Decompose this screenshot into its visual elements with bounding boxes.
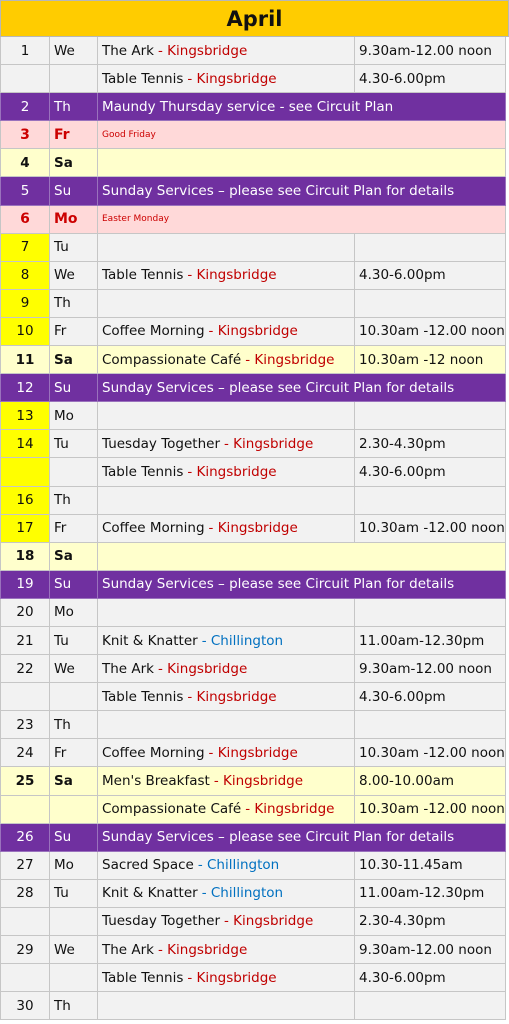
event-note: Sunday Services – please see Circuit Plan for details	[98, 571, 506, 599]
event-cell	[98, 627, 355, 655]
weekday: Sa	[50, 767, 98, 795]
date-number: 9	[0, 290, 50, 318]
weekday: Th	[50, 487, 98, 515]
calendar-row	[0, 374, 509, 402]
calendar-row	[0, 627, 509, 655]
event-location: - Kingsbridge	[208, 520, 298, 537]
weekday: Tu	[50, 880, 98, 908]
event-time: 4.30-6.00pm	[355, 262, 506, 290]
calendar-row	[0, 206, 509, 234]
date-number: 28	[0, 880, 50, 908]
weekday: Sa	[50, 346, 98, 374]
event-location: - Chillington	[197, 857, 280, 874]
calendar-row	[0, 177, 509, 205]
date-number	[0, 964, 50, 992]
calendar-row	[0, 402, 509, 430]
event-cell	[98, 290, 355, 318]
date-number: 29	[0, 936, 50, 964]
calendar-row	[0, 430, 509, 458]
event-time	[355, 992, 506, 1020]
calendar-row	[0, 599, 509, 627]
date-number: 22	[0, 655, 50, 683]
date-number: 21	[0, 627, 50, 655]
event-note	[98, 149, 506, 177]
event-name: Coffee Morning	[102, 520, 205, 537]
event-location: - Kingsbridge	[158, 660, 248, 677]
date-number: 27	[0, 852, 50, 880]
event-name: Table Tennis	[102, 969, 184, 986]
event-time: 10.30am -12.00 noon	[355, 796, 506, 824]
event-cell	[98, 683, 355, 711]
event-time: 10.30am -12.00 noon	[355, 739, 506, 767]
calendar-row	[0, 824, 509, 852]
event-location: - Kingsbridge	[187, 463, 277, 480]
event-cell	[98, 37, 355, 65]
date-number: 3	[0, 121, 50, 149]
event-location: - Kingsbridge	[208, 744, 298, 761]
event-time: 4.30-6.00pm	[355, 683, 506, 711]
calendar-row	[0, 852, 509, 880]
weekday: We	[50, 37, 98, 65]
event-name: The Ark	[102, 42, 155, 59]
event-time: 11.00am-12.30pm	[355, 880, 506, 908]
event-name: The Ark	[102, 941, 155, 958]
event-location: - Kingsbridge	[208, 323, 298, 340]
weekday: Fr	[50, 515, 98, 543]
event-name: Table Tennis	[102, 463, 184, 480]
event-name: Tuesday Together	[102, 435, 221, 452]
calendar-row	[0, 711, 509, 739]
weekday: Th	[50, 711, 98, 739]
date-number: 7	[0, 234, 50, 262]
weekday: Mo	[50, 852, 98, 880]
calendar-row	[0, 121, 509, 149]
event-time	[355, 290, 506, 318]
weekday: Fr	[50, 121, 98, 149]
calendar-row	[0, 908, 509, 936]
event-name: Coffee Morning	[102, 323, 205, 340]
event-time: 10.30am -12.00 noon	[355, 515, 506, 543]
calendar-rows	[0, 37, 509, 1020]
event-note: Easter Monday	[98, 206, 506, 234]
event-cell	[98, 992, 355, 1020]
event-cell	[98, 515, 355, 543]
date-number: 23	[0, 711, 50, 739]
calendar-row	[0, 346, 509, 374]
calendar-row	[0, 458, 509, 486]
event-note: Maundy Thursday service - see Circuit Plan	[98, 93, 506, 121]
weekday: Tu	[50, 430, 98, 458]
event-time	[355, 711, 506, 739]
event-time: 9.30am-12.00 noon	[355, 936, 506, 964]
event-cell	[98, 599, 355, 627]
event-cell	[98, 458, 355, 486]
weekday: Sa	[50, 149, 98, 177]
event-name: Table Tennis	[102, 688, 184, 705]
weekday: Su	[50, 374, 98, 402]
date-number: 24	[0, 739, 50, 767]
event-name: Table Tennis	[102, 267, 184, 284]
date-number: 8	[0, 262, 50, 290]
event-location: - Chillington	[201, 885, 284, 902]
event-note	[98, 543, 506, 571]
date-number	[0, 908, 50, 936]
event-location: - Kingsbridge	[224, 435, 314, 452]
event-time: 2.30-4.30pm	[355, 908, 506, 936]
calendar-row	[0, 290, 509, 318]
event-name: Men's Breakfast	[102, 772, 210, 789]
date-number	[0, 796, 50, 824]
date-number: 2	[0, 93, 50, 121]
event-name: Knit & Knatter	[102, 632, 198, 649]
date-number: 6	[0, 206, 50, 234]
month-title: April	[0, 0, 509, 37]
event-cell	[98, 346, 355, 374]
weekday: Th	[50, 992, 98, 1020]
event-location: - Kingsbridge	[224, 913, 314, 930]
date-number	[0, 65, 50, 93]
calendar-row	[0, 318, 509, 346]
event-time	[355, 402, 506, 430]
date-number: 12	[0, 374, 50, 402]
calendar-row	[0, 37, 509, 65]
event-location: - Kingsbridge	[213, 772, 304, 789]
event-cell	[98, 880, 355, 908]
event-name: Tuesday Together	[102, 913, 221, 930]
event-cell	[98, 767, 355, 795]
calendar-row	[0, 234, 509, 262]
event-name: Compassionate Café	[102, 351, 242, 368]
date-number: 1	[0, 37, 50, 65]
event-name: Coffee Morning	[102, 744, 205, 761]
weekday	[50, 908, 98, 936]
event-location: - Kingsbridge	[245, 801, 335, 818]
weekday: Tu	[50, 234, 98, 262]
event-location: - Kingsbridge	[158, 42, 248, 59]
event-time: 10.30-11.45am	[355, 852, 506, 880]
event-location: - Kingsbridge	[158, 941, 248, 958]
event-note: Good Friday	[98, 121, 506, 149]
date-number: 10	[0, 318, 50, 346]
event-note: Sunday Services – please see Circuit Plan for details	[98, 824, 506, 852]
event-cell	[98, 796, 355, 824]
event-location: - Kingsbridge	[187, 969, 277, 986]
event-location: - Kingsbridge	[187, 70, 277, 87]
event-location: - Kingsbridge	[245, 351, 335, 368]
calendar-row	[0, 543, 509, 571]
event-cell	[98, 655, 355, 683]
date-number: 5	[0, 177, 50, 205]
date-number: 19	[0, 571, 50, 599]
event-cell	[98, 402, 355, 430]
event-time: 8.00-10.00am	[355, 767, 506, 795]
weekday: We	[50, 262, 98, 290]
event-time: 2.30-4.30pm	[355, 430, 506, 458]
date-number: 16	[0, 487, 50, 515]
weekday: We	[50, 655, 98, 683]
event-name: Table Tennis	[102, 70, 184, 87]
event-time: 10.30am -12 noon	[355, 346, 506, 374]
date-number: 11	[0, 346, 50, 374]
weekday	[50, 796, 98, 824]
calendar-row	[0, 796, 509, 824]
calendar-row	[0, 571, 509, 599]
event-cell	[98, 964, 355, 992]
date-number: 14	[0, 430, 50, 458]
event-time: 11.00am-12.30pm	[355, 627, 506, 655]
calendar-row	[0, 880, 509, 908]
weekday: Tu	[50, 627, 98, 655]
date-number: 20	[0, 599, 50, 627]
date-number: 4	[0, 149, 50, 177]
calendar-row	[0, 487, 509, 515]
event-note: Sunday Services – please see Circuit Plan for details	[98, 177, 506, 205]
weekday: Fr	[50, 318, 98, 346]
event-location: - Kingsbridge	[187, 267, 277, 284]
weekday	[50, 683, 98, 711]
event-cell	[98, 739, 355, 767]
weekday: Mo	[50, 599, 98, 627]
date-number	[0, 683, 50, 711]
event-location: - Chillington	[201, 632, 284, 649]
event-name: Knit & Knatter	[102, 885, 198, 902]
event-cell	[98, 318, 355, 346]
calendar-row	[0, 767, 509, 795]
event-cell	[98, 487, 355, 515]
calendar-row	[0, 93, 509, 121]
calendar-row	[0, 149, 509, 177]
event-time: 9.30am-12.00 noon	[355, 37, 506, 65]
event-time: 4.30-6.00pm	[355, 964, 506, 992]
weekday: Sa	[50, 543, 98, 571]
event-time	[355, 599, 506, 627]
event-cell	[98, 711, 355, 739]
event-time: 4.30-6.00pm	[355, 458, 506, 486]
weekday	[50, 964, 98, 992]
weekday: Mo	[50, 206, 98, 234]
date-number: 18	[0, 543, 50, 571]
event-time: 10.30am -12.00 noon	[355, 318, 506, 346]
event-cell	[98, 65, 355, 93]
date-number: 17	[0, 515, 50, 543]
calendar-row	[0, 655, 509, 683]
event-name: Sacred Space	[102, 857, 194, 874]
event-location: - Kingsbridge	[187, 688, 277, 705]
event-cell	[98, 234, 355, 262]
date-number: 25	[0, 767, 50, 795]
event-cell	[98, 852, 355, 880]
event-cell	[98, 936, 355, 964]
event-cell	[98, 430, 355, 458]
calendar-row	[0, 262, 509, 290]
event-note: Sunday Services – please see Circuit Plan for details	[98, 374, 506, 402]
event-time: 9.30am-12.00 noon	[355, 655, 506, 683]
event-name: Compassionate Café	[102, 801, 242, 818]
weekday: Th	[50, 290, 98, 318]
event-name: The Ark	[102, 660, 155, 677]
date-number	[0, 458, 50, 486]
calendar-row	[0, 936, 509, 964]
event-time: 4.30-6.00pm	[355, 65, 506, 93]
weekday: Su	[50, 571, 98, 599]
weekday	[50, 65, 98, 93]
event-cell	[98, 262, 355, 290]
date-number: 13	[0, 402, 50, 430]
weekday: Su	[50, 824, 98, 852]
event-time	[355, 234, 506, 262]
weekday: Fr	[50, 739, 98, 767]
calendar-row	[0, 65, 509, 93]
weekday: We	[50, 936, 98, 964]
date-number: 30	[0, 992, 50, 1020]
weekday: Mo	[50, 402, 98, 430]
calendar-row	[0, 683, 509, 711]
event-cell	[98, 908, 355, 936]
calendar-row	[0, 515, 509, 543]
date-number: 26	[0, 824, 50, 852]
weekday: Th	[50, 93, 98, 121]
weekday: Su	[50, 177, 98, 205]
calendar-row	[0, 964, 509, 992]
calendar-row	[0, 992, 509, 1020]
weekday	[50, 458, 98, 486]
calendar-row	[0, 739, 509, 767]
event-time	[355, 487, 506, 515]
